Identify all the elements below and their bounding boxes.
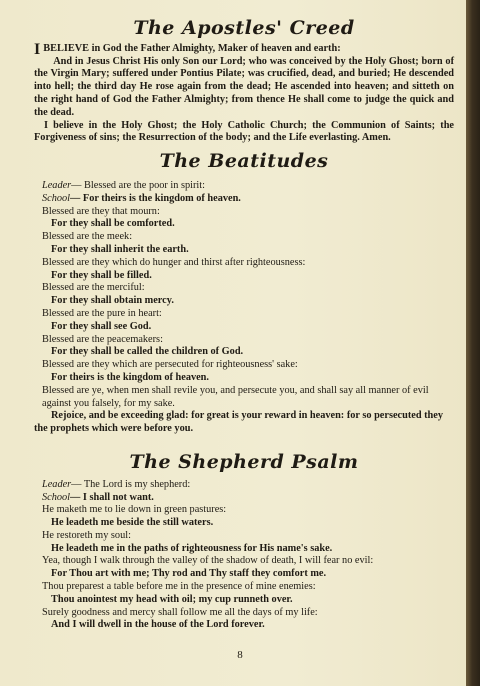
psalm-call: He maketh me to lie down in green pastures:	[42, 504, 227, 516]
school-label: School	[42, 491, 71, 503]
creed-paragraph-2: And in Jesus Christ His only Son our Lord; who was conceived by the Holy Ghost; born of the Virgin Mary; suffered under Pontius Pilate; was crucified, dead, and buried; He descended into hell; the third day He rose again from the dead; He ascended into heaven; and sitteth on the right hand of God the Father Almighty; from thence He shall come to judge the quick and the dead.	[34, 55, 454, 118]
psalm-response: For Thou art with me; Thy rod and Thy staff they comfort me.	[51, 568, 327, 580]
school-text: — I shall not want.	[70, 491, 154, 503]
beatitude-call: Blessed are they which are persecuted for righteousness' sake:	[42, 359, 298, 371]
beatitude-call: Blessed are the peacemakers:	[42, 333, 163, 345]
apostles-creed-title: The Apostles' Creed	[133, 17, 355, 39]
psalm-response: He leadeth me in the paths of righteousness for His name's sake.	[51, 542, 333, 554]
beatitude-call: Blessed are they which do hunger and thirst after righteousness:	[42, 256, 306, 268]
shepherd-psalm	[34, 479, 454, 633]
creed-line-1: BELIEVE in God the Father Almighty, Maker of heaven and earth:	[43, 42, 341, 54]
page-edge-shadow	[466, 0, 480, 686]
psalm-call: Yea, though I walk through the valley of the shadow of death, I will fear no evil:	[42, 555, 374, 567]
beatitude-response: For they shall see God.	[51, 320, 152, 332]
beatitudes	[34, 180, 454, 436]
psalm-response: He leadeth me beside the still waters.	[51, 517, 214, 529]
psalm-leader-line	[34, 479, 454, 492]
beatitude-response: For they shall be comforted.	[51, 218, 175, 230]
psalm-school-line	[34, 492, 454, 505]
psalm-call: Surely goodness and mercy shall follow me all the days of my life:	[42, 606, 318, 618]
psalm-response: Thou anointest my head with oil; my cup runneth over.	[51, 593, 293, 605]
beatitude-response: For they shall inherit the earth.	[51, 243, 189, 255]
school-text: — For theirs is the kingdom of heaven.	[70, 192, 241, 204]
beatitude-call: Blessed are they that mourn:	[42, 205, 160, 217]
beatitude-call: Blessed are the meek:	[42, 231, 133, 243]
beatitude-call: Blessed are the pure in heart:	[42, 307, 162, 319]
leader-text: — The Lord is my shepherd:	[71, 478, 191, 490]
beatitude-response: For they shall be called the children of God.	[51, 346, 244, 358]
leader-label: Leader	[42, 478, 72, 490]
beatitudes-title: The Beatitudes	[159, 150, 329, 173]
beatitudes-school-line	[34, 193, 454, 206]
psalm-call: He restoreth my soul:	[42, 529, 131, 541]
drop-cap: I	[34, 40, 41, 58]
school-label: School	[42, 192, 71, 204]
page-number: 8	[237, 649, 243, 661]
leader-text: — Blessed are the poor in spirit:	[71, 179, 206, 191]
beatitude-response: For they shall be filled.	[51, 269, 152, 281]
apostles-creed	[34, 40, 454, 145]
beatitude-response: For they shall obtain mercy.	[51, 295, 174, 307]
creed-paragraph-3: I believe in the Holy Ghost; the Holy Catholic Church; the Communion of Saints; the Forgiveness of sins; the Resurrection of the body; and the Life everlasting. Amen.	[34, 119, 454, 144]
beatitude-call: Blessed are the merciful:	[42, 282, 145, 294]
psalm-response: And I will dwell in the house of the Lord forever.	[51, 619, 265, 631]
creed-paragraph-1	[34, 40, 454, 58]
shepherd-psalm-title: The Shepherd Psalm	[129, 450, 359, 473]
psalm-call: Thou preparest a table before me in the presence of mine enemies:	[42, 581, 316, 593]
beatitude-response: For theirs is the kingdom of heaven.	[51, 371, 209, 383]
leader-label: Leader	[42, 179, 72, 191]
beatitudes-closing-call: Blessed are ye, when men shall revile you, and persecute you, and shall say all manner of evil against you falsely, for my sake.	[42, 384, 429, 409]
page-content	[34, 17, 454, 632]
beatitudes-closing-response: Rejoice, and be exceeding glad: for great is your reward in heaven: for so persecuted they the prophets which were before you.	[34, 410, 443, 435]
beatitudes-leader-line	[34, 180, 454, 193]
